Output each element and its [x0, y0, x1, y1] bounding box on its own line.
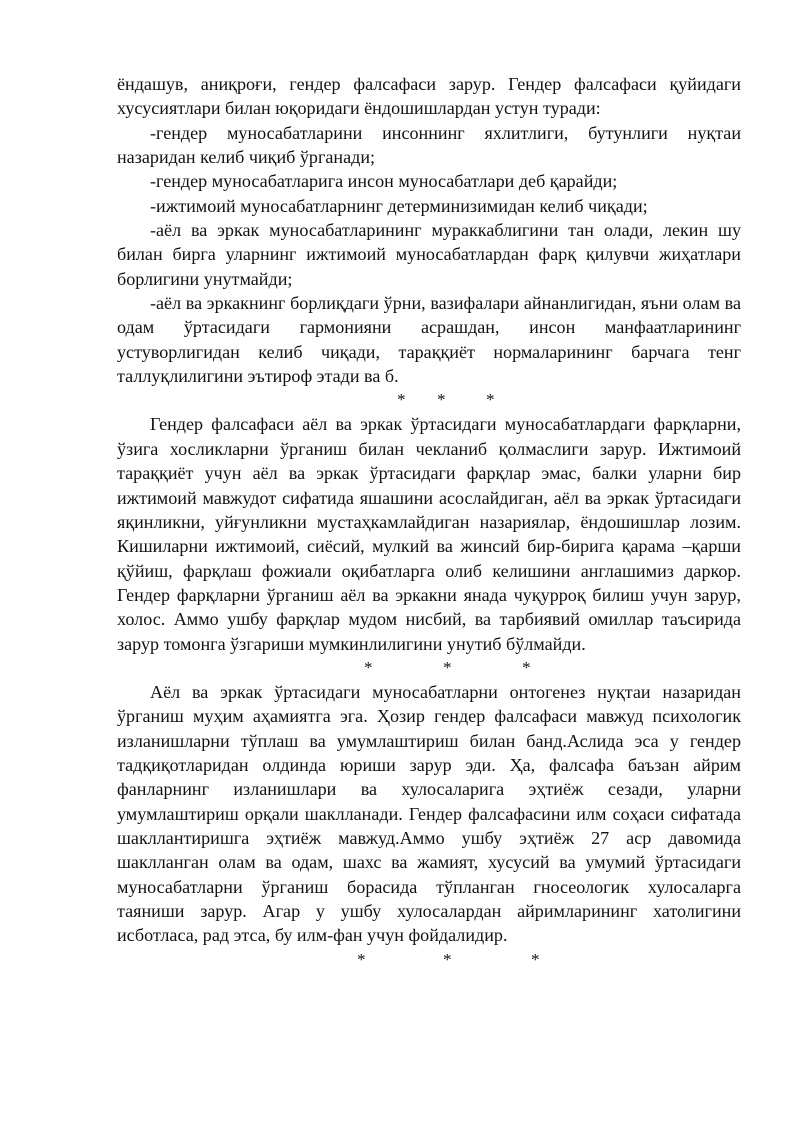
body-paragraph: Гендер фалсафаси аёл ва эркак ўртасидаги муносабатлардаги фарқларни, ўзига хосликларни ўрганиш билан чекланиб қолмаслиги зарур. Ижтимоий тараққиёт учун аёл ва эркак ўртасидаги фарқлар эмас, балки уларни бир ижтимоий мавжудот сифатида яшашини асослайдиган, аёл ва эркак ўртасидаги яқинликни, уйғунликни мустаҳкамлайдиган назариялар, ёндошишлар лозим. Кишиларни ижтимоий, сиёсий, мулкий ва жинсий бир-бирига қарама –қарши қўйиш, фарқлаш фожиали оқибатларга олиб келишини англашимиз даркор. Гендер фарқларни ўрганиш аёл ва эркакни янада чуқурроқ билиш учун зарур, холос. Аммо ушбу фарқлар мудом нисбий, ва тарбиявий омиллар таъсирида зарур томонга ўзгариши мумкинлилигини унутиб бўлмайди. [117, 414, 741, 654]
separator-star: * [443, 949, 452, 969]
list-item: -ижтимоий муносабатларнинг детерминизимидан келиб чиқади; [150, 195, 648, 216]
separator-star: * [486, 390, 495, 410]
list-item: -аёл ва эркакнинг борлиқдаги ўрни, вазифалари айнанлигидан, яъни олам ва одам ўртасидаги гармонияни асрашдан, инсон манфаатларининг устуворлигидан келиб чиқади, тараққиёт нормаларининг барчага тенг таллуқлилигини эътироф этади ва б. [117, 293, 741, 387]
separator-star: * [522, 657, 531, 677]
separator-star: * [364, 657, 373, 677]
list-item: -гендер муносабатларини инсоннинг яхлитлиги, бутунлиги нуқтаи назаридан келиб чиқиб ўрганади; [117, 122, 741, 168]
separator-star: * [531, 949, 540, 969]
list-item: -гендер муносабатларига инсон муносабатлари деб қарайди; [150, 171, 618, 192]
list-item: -аёл ва эркак муносабатларининг мураккаблигини тан олади, лекин шу билан бирга уларнинг ижтимоий муносабатлардан фарқ қилувчи жиҳатлари борлигини унутмайди; [117, 220, 741, 289]
intro-paragraph: ёндашув, аниқроғи, гендер фалсафаси зарур. Гендер фалсафаси қуйидаги хусусиятлари билан юқоридаги ёндошишлардан устун туради: [117, 74, 741, 119]
body-paragraph: Аёл ва эркак ўртасидаги муносабатларни онтогенез нуқтаи назаридан ўрганиш муҳим аҳамиятга эга. Ҳозир гендер фалсафаси мавжуд психологик изланишларни тўплаш ва умумлаштириш билан банд.Аслида эса у гендер тадқиқотларидан олдинда юриши зарур эди. Ҳа, фалсафа баъзан айрим фанларнинг изланишлари ва хулосаларига эҳтиёж сезади, уларни умумлаштириш орқали шаклланади. Гендер фалсафасини илм соҳаси сифатада шакллантиришга эҳтиёж мавжуд.Аммо ушбу эҳтиёж 27 аср давомида шаклланган олам ва одам, шахс ва жамият, хусусий ва умумий ўртасидаги муносабатларни ўрганиш борасида тўпланган гносеологик хулосаларга таяниши зарур. Агар у ушбу хулосалардан айримларининг хатолигини исботласа, рад этса, бу илм-фан учун фойдалидир. [117, 681, 741, 946]
separator-star: * [397, 390, 406, 410]
separator-star: * [443, 657, 452, 677]
document-page [117, 72, 741, 972]
section-separator [117, 948, 741, 972]
separator-star: * [357, 949, 366, 969]
section-separator [117, 388, 741, 412]
separator-star: * [437, 390, 446, 410]
section-separator [117, 656, 741, 680]
